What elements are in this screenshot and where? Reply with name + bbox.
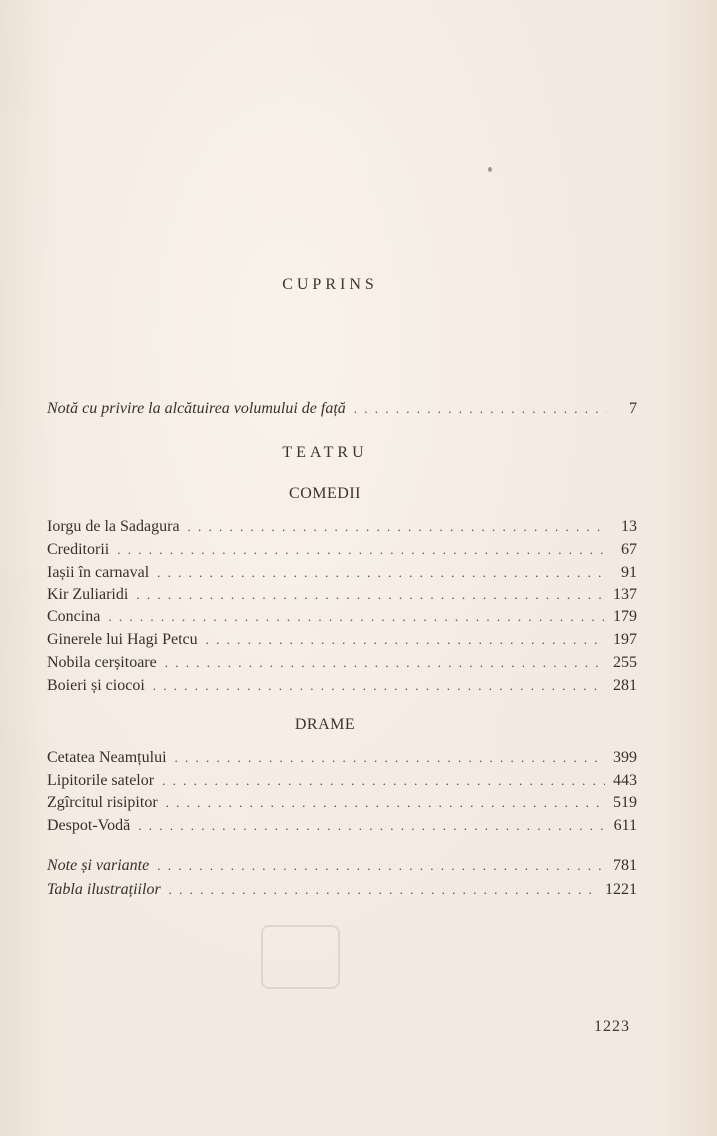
toc-entry-label: Ginerele lui Hagi Petcu bbox=[47, 631, 198, 648]
toc-entry-page: 1221 bbox=[605, 881, 637, 898]
toc-entry-label: Cetatea Neamțului bbox=[47, 749, 167, 766]
leader-dots bbox=[157, 565, 607, 581]
toc-entry-page: 281 bbox=[613, 677, 637, 694]
subsection-heading-drame: DRAME bbox=[294, 716, 356, 733]
leader-dots bbox=[188, 519, 607, 535]
paper-speck bbox=[488, 167, 492, 172]
toc-entry-page: 611 bbox=[613, 817, 637, 834]
toc-entry-label: Note și variante bbox=[47, 857, 150, 874]
toc-entry-label: Iașii în carnaval bbox=[47, 564, 150, 581]
toc-entry-label: Notă cu privire la alcătuirea volumului de față bbox=[47, 400, 346, 417]
toc-entry-page: 781 bbox=[613, 857, 637, 874]
toc-entry-page: 137 bbox=[613, 586, 637, 603]
subsection-heading-comedii: COMEDII bbox=[289, 485, 361, 502]
toc-entry-label: Tabla ilustrațiilor bbox=[47, 881, 161, 898]
toc-entry-page: 399 bbox=[613, 749, 637, 766]
toc-entry[interactable] bbox=[47, 654, 637, 676]
toc-entry-label: Lipitorile satelor bbox=[47, 772, 155, 789]
toc-entry-page: 519 bbox=[613, 794, 637, 811]
toc-entry-label: Despot-Vodă bbox=[47, 817, 131, 834]
toc-entry-label: Creditorii bbox=[47, 541, 110, 558]
toc-entry[interactable] bbox=[47, 772, 637, 794]
toc-entry-page: 67 bbox=[621, 541, 637, 558]
leader-dots bbox=[108, 609, 605, 625]
toc-entry-page: 443 bbox=[613, 772, 637, 789]
page-number: 1223 bbox=[594, 1018, 630, 1035]
toc-entry-label: Iorgu de la Sadagura bbox=[47, 518, 180, 535]
toc-entry-page: 179 bbox=[613, 608, 637, 625]
leader-dots bbox=[117, 542, 607, 558]
page-title: CUPRINS bbox=[282, 276, 378, 293]
toc-entry-page: 7 bbox=[629, 400, 637, 417]
leader-dots bbox=[354, 401, 607, 417]
toc-entry[interactable] bbox=[47, 608, 637, 630]
toc-entry-notes[interactable] bbox=[47, 857, 637, 879]
toc-entry-label: Nobila cerșitoare bbox=[47, 654, 157, 671]
toc-entry-page: 197 bbox=[613, 631, 637, 648]
toc-entry[interactable] bbox=[47, 631, 637, 653]
toc-entry[interactable] bbox=[47, 794, 637, 816]
toc-entry[interactable] bbox=[47, 518, 637, 540]
leader-dots bbox=[206, 632, 605, 648]
toc-entry-page: 91 bbox=[621, 564, 637, 581]
toc-entry-label: Boieri și ciocoi bbox=[47, 677, 145, 694]
leader-dots bbox=[138, 818, 605, 834]
toc-entry[interactable] bbox=[47, 749, 637, 771]
toc-entry-note[interactable] bbox=[47, 400, 637, 422]
leader-dots bbox=[162, 773, 605, 789]
toc-entry[interactable] bbox=[47, 817, 637, 839]
toc-entry-illustrations[interactable] bbox=[47, 881, 637, 903]
section-heading-teatru: TEATRU bbox=[282, 444, 368, 461]
printer-emblem-icon bbox=[261, 925, 340, 989]
leader-dots bbox=[157, 858, 605, 874]
toc-entry[interactable] bbox=[47, 541, 637, 563]
toc-entry-label: Concina bbox=[47, 608, 101, 625]
toc-entry[interactable] bbox=[47, 564, 637, 586]
toc-entry-page: 255 bbox=[613, 654, 637, 671]
leader-dots bbox=[136, 587, 605, 603]
bleed-through-colophon bbox=[250, 810, 540, 1010]
toc-entry[interactable] bbox=[47, 677, 637, 699]
toc-entry[interactable] bbox=[47, 586, 637, 608]
toc-entry-label: Zgîrcitul risipitor bbox=[47, 794, 158, 811]
leader-dots bbox=[153, 678, 605, 694]
toc-entry-label: Kir Zuliaridi bbox=[47, 586, 129, 603]
toc-entry-page: 13 bbox=[621, 518, 637, 535]
leader-dots bbox=[165, 655, 605, 671]
leader-dots bbox=[169, 882, 597, 898]
leader-dots bbox=[166, 795, 605, 811]
leader-dots bbox=[175, 750, 605, 766]
